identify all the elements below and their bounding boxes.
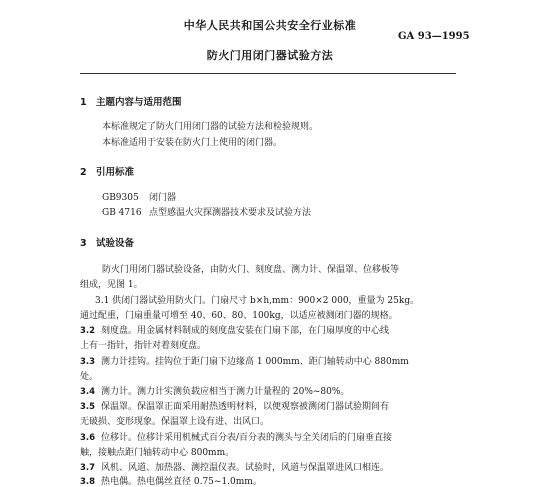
item-3-3: [80, 354, 409, 367]
item-number: 3.8: [80, 477, 96, 487]
section-2-heading: [80, 164, 134, 178]
section-title: 主题内容与适用范围: [96, 97, 182, 108]
section-1-heading: [80, 94, 182, 108]
item-number: 3.3: [80, 357, 96, 367]
item-number: 3.2: [80, 326, 96, 336]
s1-line-1: 本标准规定了防火门用闭门器的试验方法和检验规则。: [102, 122, 319, 132]
section-title: 试验设备: [96, 238, 135, 249]
item-3-2: [80, 323, 389, 336]
section-number: 2: [80, 167, 87, 178]
item-3-6: [80, 430, 392, 443]
reference-item: [102, 190, 176, 203]
item-3-1-line-2: 通过配重，门扇重量可增至 40、60、80、100kg，以适应被测闭门器的规格。: [80, 311, 398, 321]
reference-title: 点型感温火灾探测器技术要求及试验方法: [149, 208, 312, 218]
standard-code: GA 93—1995: [398, 31, 470, 42]
item-text: 刻度盘。用金属材料制成的刻度盘安装在门扇下部，在门扇厚度的中心线: [101, 326, 390, 336]
reference-item: [102, 205, 311, 218]
section-3-heading: [80, 235, 134, 249]
section-number: 3: [80, 238, 87, 249]
item-text: 热电偶。热电偶丝直径 0.75~1.0mm。: [101, 477, 262, 487]
item-number: 3.6: [80, 433, 96, 443]
item-3-7: [80, 460, 389, 473]
item-number: 3.5: [80, 402, 96, 412]
reference-title: 闭门器: [149, 193, 177, 203]
item-3-3-line-2: 处。: [80, 372, 99, 382]
item-text: 风机、风道、加热器、测控温仪表。试验时，风道与保温罩进风口相连。: [101, 463, 390, 473]
item-text: 位移计。位移计采用机械式百分表/百分表的测头与全关闭后的门扇垂直接: [101, 433, 393, 443]
item-number: 3.4: [80, 387, 96, 397]
section-title: 引用标准: [96, 167, 135, 178]
item-3-2-line-2: 上有一指针，指针对着刻度盘。: [80, 341, 207, 351]
document-title: 防火门用闭门器试验方法: [206, 49, 334, 62]
item-3-4: [80, 384, 349, 397]
s3-intro-line-1: 防火门用闭门器试验设备，由防火门、刻度盘、测力计、保温罩、位移板等: [102, 265, 400, 275]
s1-line-2: 本标准适用于安装在防火门上使用的闭门器。: [102, 138, 283, 148]
header-rule: [80, 73, 456, 74]
s3-intro-line-2: 组成，见图 1。: [80, 280, 143, 290]
standard-category: 中华人民共和国公共安全行业标准: [183, 19, 357, 32]
reference-code: GB 4716: [102, 208, 142, 218]
reference-code: GB9305: [102, 193, 139, 203]
item-text: 测力计挂钩。挂钩位于距门扇下边缘高 1 000mm、距门轴转动中心 880mm: [101, 357, 409, 367]
item-text: 保温罩。保温罩正面采用耐热透明材料，以便观察被测闭门器试验期间有: [101, 402, 390, 412]
item-3-5: [80, 399, 389, 412]
item-text: 测力计。测力计实测负载应相当于测力计量程的 20%~80%。: [101, 387, 350, 397]
item-number: 3.7: [80, 463, 96, 473]
item-3-5-line-2: 无破损、变形现象。保温罩上设有进、出风口。: [80, 417, 270, 427]
item-3-1-line-1: 3.1 供闭门器试验用防火门。门扇尺寸 b×h,mm：900×2 000，重量为 25kg。: [95, 296, 420, 306]
section-number: 1: [80, 97, 87, 108]
item-3-6-line-2: 触，接触点距门轴转动中心 800mm。: [80, 448, 235, 458]
item-3-8: [80, 474, 262, 487]
